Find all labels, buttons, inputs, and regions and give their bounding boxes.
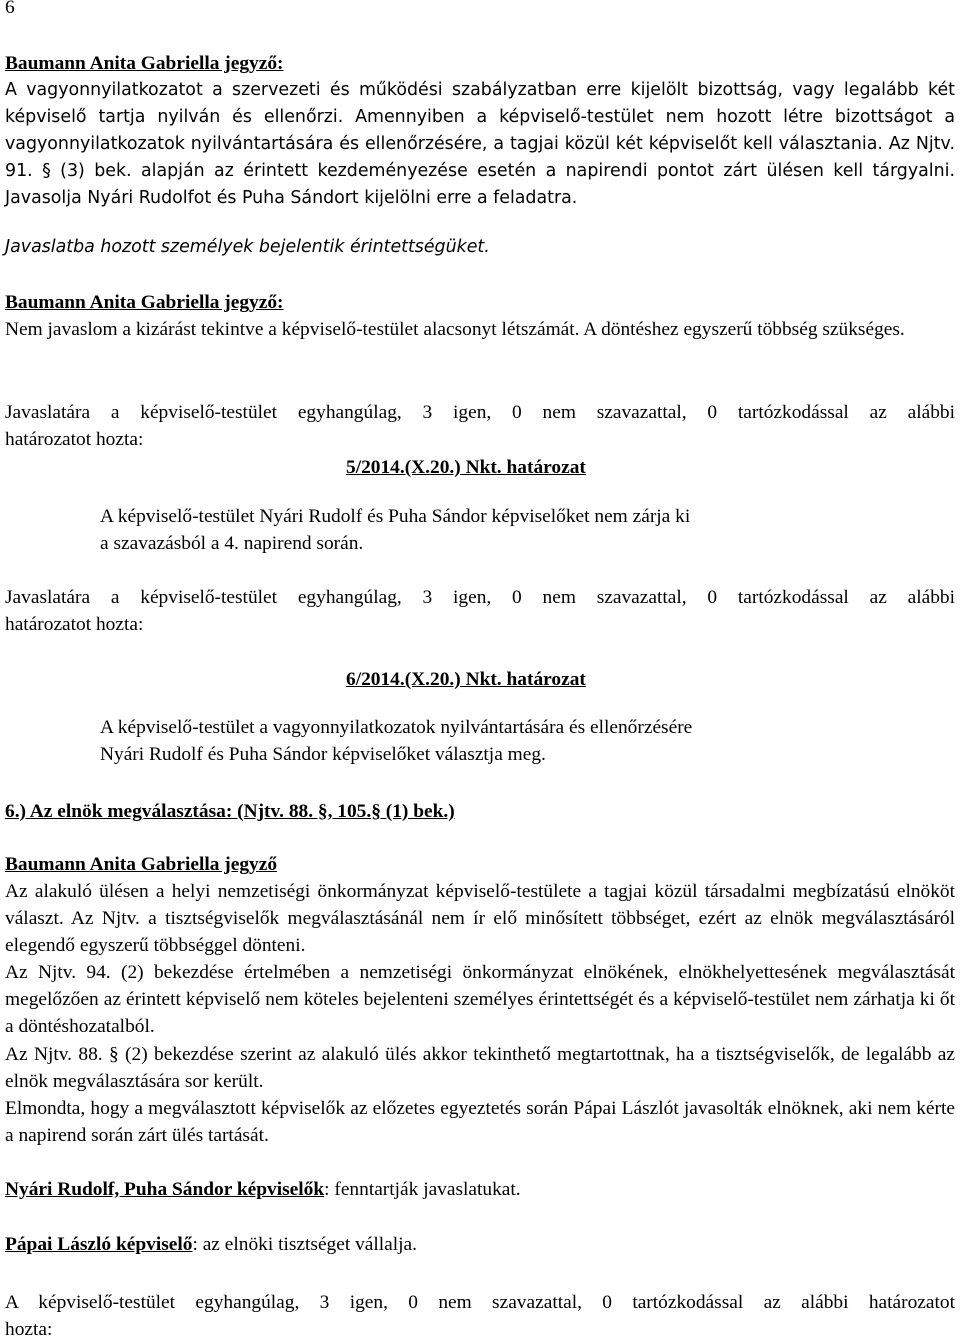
speaker-statement xyxy=(5,1176,955,1203)
resolution-text-line: A képviselő-testület Nyári Rudolf és Puha Sándor képviselőket nem zárja ki xyxy=(100,506,691,527)
vote-statement-line: Javaslatára a képviselő-testület egyhangúlag, 3 igen, 0 nem szavazattal, 0 tartózkodással az alábbi xyxy=(5,587,955,608)
section-heading: 6.) Az elnök megválasztása: (Njtv. 88. §, 105.§ (1) bek.) xyxy=(5,801,455,822)
speaker-name: Nyári Rudolf, Puha Sándor képviselők xyxy=(5,1179,325,1200)
speaker-heading: Baumann Anita Gabriella jegyző: xyxy=(5,53,284,74)
vote-statement-line: hozta: xyxy=(5,1319,53,1340)
speaker-name: Pápai László képviselő xyxy=(5,1234,193,1255)
resolution-title: 5/2014.(X.20.) Nkt. határozat xyxy=(346,457,586,478)
resolution-title: 6/2014.(X.20.) Nkt. határozat xyxy=(346,669,586,690)
paragraph: Az Njtv. 94. (2) bekezdése értelmében a nemzetiségi önkormányzat elnökének, elnökhelyettesének megválasztását megelőzően az érintett képviselő nem köteles bejelenteni személyes érintettségét és a képviselő-testület nem zárhatja ki őt a döntéshozatalból. xyxy=(5,962,955,1037)
resolution-text-line: A képviselő-testület a vagyonnyilatkozatok nyilvántartására és ellenőrzésére xyxy=(100,717,693,738)
vote-statement-line: határozatot hozta: xyxy=(5,614,144,635)
speaker-statement-text: : fenntartják javaslatukat. xyxy=(324,1179,521,1200)
paragraph: Az Njtv. 88. § (2) bekezdése szerint az alakuló ülés akkor tekinthető megtartottnak, ha a tisztségviselők, de legalább az elnök megválasztására sor került. xyxy=(5,1044,955,1092)
speaker-statement xyxy=(5,1231,955,1258)
paragraph: Nem javaslom a kizárást tekintve a képviselő-testület alacsonyt létszámát. A döntéshez egyszerű többség szükséges. xyxy=(5,319,905,340)
speaker-heading: Baumann Anita Gabriella jegyző xyxy=(5,854,278,875)
vote-statement-line: A képviselő-testület egyhangúlag, 3 igen, 0 nem szavazattal, 0 tartózkodással az alábbi határozatot xyxy=(5,1292,955,1313)
italic-note: Javaslatba hozott személyek bejelentik érintettségüket. xyxy=(5,237,490,257)
paragraph: Az alakuló ülésen a helyi nemzetiségi önkormányzat képviselő-testülete a tagjai közül társadalmi megbízatású elnököt választ. Az Njtv. a tisztségviselők megválasztásánál nem ír elő minősített többséget, ezért az elnök megválasztásáról elegendő egyszerű többséggel dönteni. xyxy=(5,881,955,956)
speaker-statement-text: : az elnöki tisztséget vállalja. xyxy=(192,1234,417,1255)
vote-statement-line: Javaslatára a képviselő-testület egyhangúlag, 3 igen, 0 nem szavazattal, 0 tartózkodással az alábbi xyxy=(5,402,955,423)
resolution-text-line: Nyári Rudolf és Puha Sándor képviselőket választja meg. xyxy=(100,744,546,765)
paragraph: A vagyonnyilatkozatot a szervezeti és működési szabályzatban erre kijelölt bizottság, vagy legalább két képviselő tartja nyilván és ellenőrzi. Amennyiben a képviselő-testület nem hozott létre bizottságot a vagyonnyilatkozatok nyilvántartására és ellenőrzésére, a tagjai közül két képviselőt kell választania. Az Njtv. 91. § (3) bek. alapján az érintett kezdeményezése esetén a napirendi pontot zárt ülésen kell tárgyalni. Javasolja Nyári Rudolfot és Puha Sándort kijelölni erre a feladatra. xyxy=(5,80,955,208)
vote-statement-line: határozatot hozta: xyxy=(5,429,144,450)
speaker-heading: Baumann Anita Gabriella jegyző: xyxy=(5,292,284,313)
page-number: 6 xyxy=(5,0,15,18)
resolution-text-line: a szavazásból a 4. napirend során. xyxy=(100,533,364,554)
paragraph: Elmondta, hogy a megválasztott képviselők az előzetes egyeztetés során Pápai Lászlót javasolták elnöknek, aki nem kérte a napirend során zárt ülés tartását. xyxy=(5,1098,955,1146)
